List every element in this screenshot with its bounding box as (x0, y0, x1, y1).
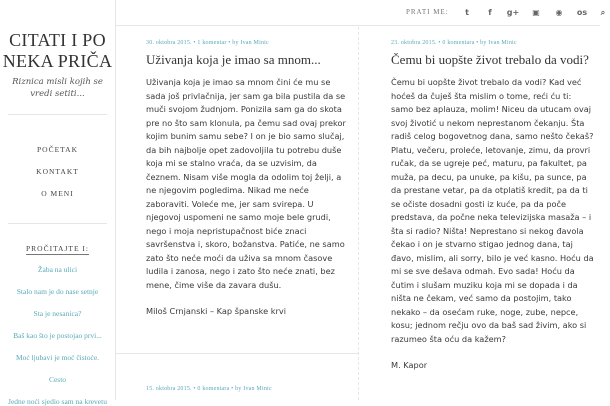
divider (8, 223, 107, 224)
recent-post-link[interactable]: Jedne noći sjedio sam na krevetu (8, 397, 107, 406)
recent-post-link[interactable]: Cesto (48, 375, 67, 384)
widget-title: PROČITAJTE I: (25, 244, 90, 253)
post-meta[interactable]: 15. oktobra 2015. • 0 komentara • by Ivan Minic (146, 386, 272, 392)
post-card (146, 39, 350, 332)
nav-item-kontakt[interactable]: KONTAKT (36, 167, 79, 176)
site-title[interactable]: CITATI I PO NEKA PRIČA (2, 30, 113, 71)
google-plus-icon[interactable]: g+ (506, 8, 520, 17)
post-title[interactable]: Čemu bi uopšte život trebalo da vodi? (391, 52, 589, 67)
recent-post-link[interactable]: Žaba na ulici (37, 265, 78, 274)
recent-posts-list (0, 265, 115, 406)
post-meta[interactable]: 30. oktobra 2015. • 1 komentar • by Ivan Minic (146, 40, 269, 46)
facebook-icon[interactable]: f (488, 8, 492, 17)
tumblr-icon[interactable]: ▣ (532, 8, 540, 17)
main-nav (0, 145, 115, 199)
twitter-icon[interactable]: t (465, 8, 469, 17)
rss-icon[interactable]: ◉ (555, 8, 563, 17)
lastfm-icon[interactable]: os (576, 8, 588, 17)
post-author: M. Kapor (391, 360, 428, 370)
search-icon[interactable]: ⌕ (600, 8, 606, 17)
site-tagline: Riznica misli kojih se vredi setiti... (12, 77, 103, 99)
post-body (391, 76, 595, 373)
recent-post-link[interactable]: Sta je nesanica? (33, 309, 82, 318)
recent-post-link[interactable]: Moć ljubavi je moć čistoće. (15, 353, 100, 362)
recent-post-link[interactable]: Stalo nam je do nase setnje (16, 287, 99, 296)
column-divider (358, 27, 359, 400)
post-card (391, 39, 595, 386)
posts-grid (116, 27, 600, 400)
recent-post-link[interactable]: Baš kao što je postojao prvi... (13, 331, 102, 340)
post-meta[interactable]: 23. oktobra 2015. • 0 komentara • by Ivan Minic (391, 40, 517, 46)
post-card (146, 385, 350, 393)
nav-item-o-meni[interactable]: O MENI (41, 189, 74, 198)
nav-item-pocetak[interactable]: POČETAK (37, 145, 78, 154)
post-title[interactable]: Uživanja koja je imao sa mnom... (146, 52, 321, 67)
post-author: Miloš Crnjanski – Kap španske krvi (146, 306, 286, 316)
sidebar (0, 0, 116, 406)
follow-label: PRATI ME: (406, 8, 449, 16)
post-paragraph: Uživanja koja je imao sa mnom čini će mu se sada još privlačnija, jer sam ga bila pustila da se muči svojom žudnjom. Ponizila sam ga do skota pre no što sam klonula, pa čemu sad ovaj prekor kojim bunim samu sebe? I on je bio samo slučaj, da bih najbolje opet zadovoljila tu potrebu duše koja mi se stalno vraća, da se uzvisim, da čeznem. Nisam više mogla da odolim toj želji, a ne njegovim pogledima. Nikad me neće zaboraviti. Voleće me, jer sam svirepa. U njegovoj uspomeni ne samo moje bele grudi, nego i moja nepristupačnost biće znaci savršenstva i, skoro, božanstva. Patiće, ne samo zato što neće moći da uživa sa mnom časove ludila i zanosa, nego i zato što neće znati, bez mene, čime više da zavara dušu. (146, 77, 346, 290)
top-bar (116, 0, 606, 26)
post-body (146, 76, 350, 319)
divider (116, 353, 358, 354)
post-paragraph: Čemu bi uopšte život trebalo da vodi? Kad već hoćeš da čuješ šta mislim o tome, reći ću ti: samo bez aplauza, molim! Niceu da utucam ovaj svoj životić u nekom neprestanom čekanju. Šta radiš celog bogovetnog dana, samo nešto čekaš? Platu, večeru, proleće, letovanje, zimu, da provri ručak, da se ugreje peć, maturu, pa fakultet, pa muža, pa decu, pa unuke, pa kišu, pa sunce, pa da prestane vetar, pa da otplatiš kredit, pa da ti se očiste dosadni gosti iz kuće, pa da poče predstava, da počne neka televizijska masaža – i šta si radio? Ništa! Neprestano si nekog đavola čekao i on je stvarno stigao jednog dana, taj đavo, mislim, ali sorry, bilo je već kasno. Hoću da mi se sve dešava odmah. Evo sada! Hoću da čutim i slušam muziku koja mi se dopada i da ništa ne čekam, već samo da postojim, tako nekako – da osećam ruke, noge, zube, nepce, kosu; jednom rečju ovo da baš sad živim, ako si razumeo šta oću da kažem? (391, 77, 594, 344)
divider (8, 114, 107, 115)
